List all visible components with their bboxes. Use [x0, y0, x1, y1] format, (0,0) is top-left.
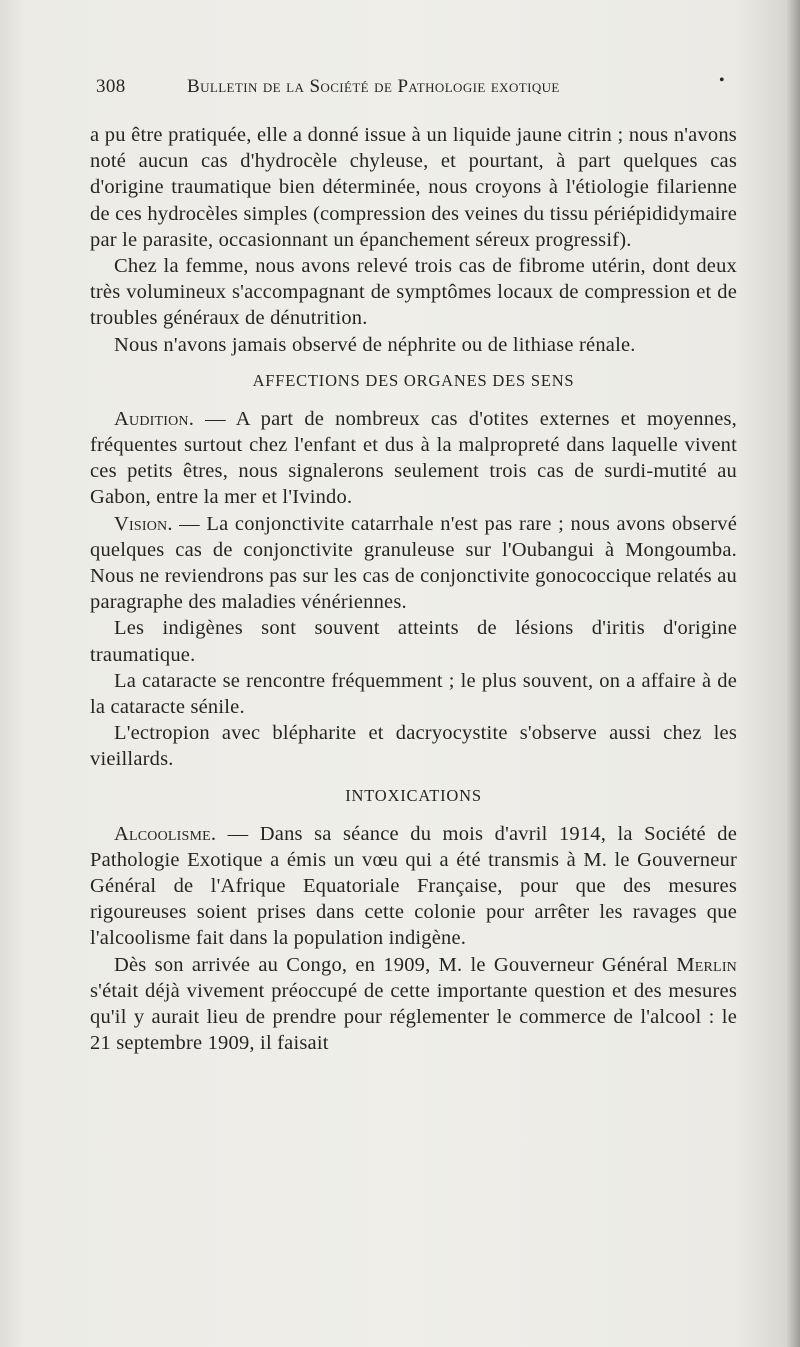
- paragraph-alcoolisme: [90, 821, 737, 952]
- merlin-text-before: Dès son arrivée au Congo, en 1909, M. le Gouverneur Général: [114, 953, 677, 976]
- journal-title: Bulletin de la Société de Pathologie exotique: [187, 76, 560, 97]
- alcoolisme-text: — Dans sa séance du mois d'avril 1914, la Société de Pathologie Exotique a émis un vœu qui a été transmis à M. le Gouverneur Général de l'Afrique Equatoriale Française, pour que des mesures rigoureuses soient prises dans cette colonie pour arrêter les ravages que l'alcoolisme fait dans la population indigène.: [90, 822, 737, 950]
- corner-mark: •: [719, 72, 725, 89]
- audition-lead: Audition.: [114, 407, 195, 430]
- audition-text: — A part de nombreux cas d'otites externes et moyennes, fréquentes surtout chez l'enfant et dus à la malpropreté dans laquelle vivent ces petits êtres, nous signalerons seulement trois cas de surdi-mutité au Gabon, entre la mer et l'Ivindo.: [90, 407, 737, 509]
- vision-text: — La conjonctivite catarrhale n'est pas rare ; nous avons observé quelques cas de conjonctivite granuleuse sur l'Oubangui à Mongoumba. Nous ne reviendrons pas sur les cas de conjonctivite gonococcique relatés au paragraphe des maladies vénériennes.: [90, 512, 737, 614]
- vision-lead: Vision.: [114, 512, 173, 535]
- merlin-name: Merlin: [676, 953, 737, 976]
- paragraph-vision: [90, 511, 737, 616]
- page-number: 308: [96, 76, 126, 97]
- paragraph-nephrite: Nous n'avons jamais observé de néphrite ou de lithiase rénale.: [114, 333, 636, 356]
- paragraph-audition: [90, 406, 737, 511]
- section-heading-sense-organs: AFFECTIONS DES ORGANES DES SENS: [252, 370, 575, 390]
- page-edge-shadow: [786, 0, 800, 1347]
- paragraph-ectropion: L'ectropion avec blépharite et dacryocystite s'observe aussi chez les vieillards.: [90, 722, 737, 771]
- body-text: [90, 122, 737, 1057]
- running-head: [96, 76, 736, 106]
- paragraph-fibrome: Chez la femme, nous avons relevé trois cas de fibrome utérin, dont deux très volumineux s'accompagnant de symptômes locaux de compression et de troubles généraux de dénutrition.: [90, 255, 737, 330]
- paragraph-cataract: La cataracte se rencontre fréquemment ; le plus souvent, on a affaire à de la cataracte sénile.: [90, 669, 737, 719]
- paragraph-merlin: [90, 952, 737, 1057]
- section-heading-intoxications: INTOXICATIONS: [345, 785, 482, 805]
- merlin-text-after: s'était déjà vivement préoccupé de cette importante question et des mesures qu'il y aurait lieu de prendre pour réglementer le commerce de l'alcool : le 21 septembre 1909, il faisait: [90, 979, 737, 1055]
- paragraph-iritis: Les indigènes sont souvent atteints de lésions d'iritis d'origine traumatique.: [90, 617, 737, 666]
- paragraph-hydrocele: a pu être pratiquée, elle a donné issue à un liquide jaune citrin ; nous n'avons noté aucun cas d'hydrocèle chyleuse, et pourtant, à part quelques cas d'origine traumatique bien déterminée, nous croyons à l'étiologie filarienne de ces hydrocèles simples (compression des veines du tissu périépididymaire par le parasite, occasionnant un épanchement séreux progressif).: [90, 124, 737, 251]
- alcoolisme-lead: Alcoolisme.: [114, 822, 217, 845]
